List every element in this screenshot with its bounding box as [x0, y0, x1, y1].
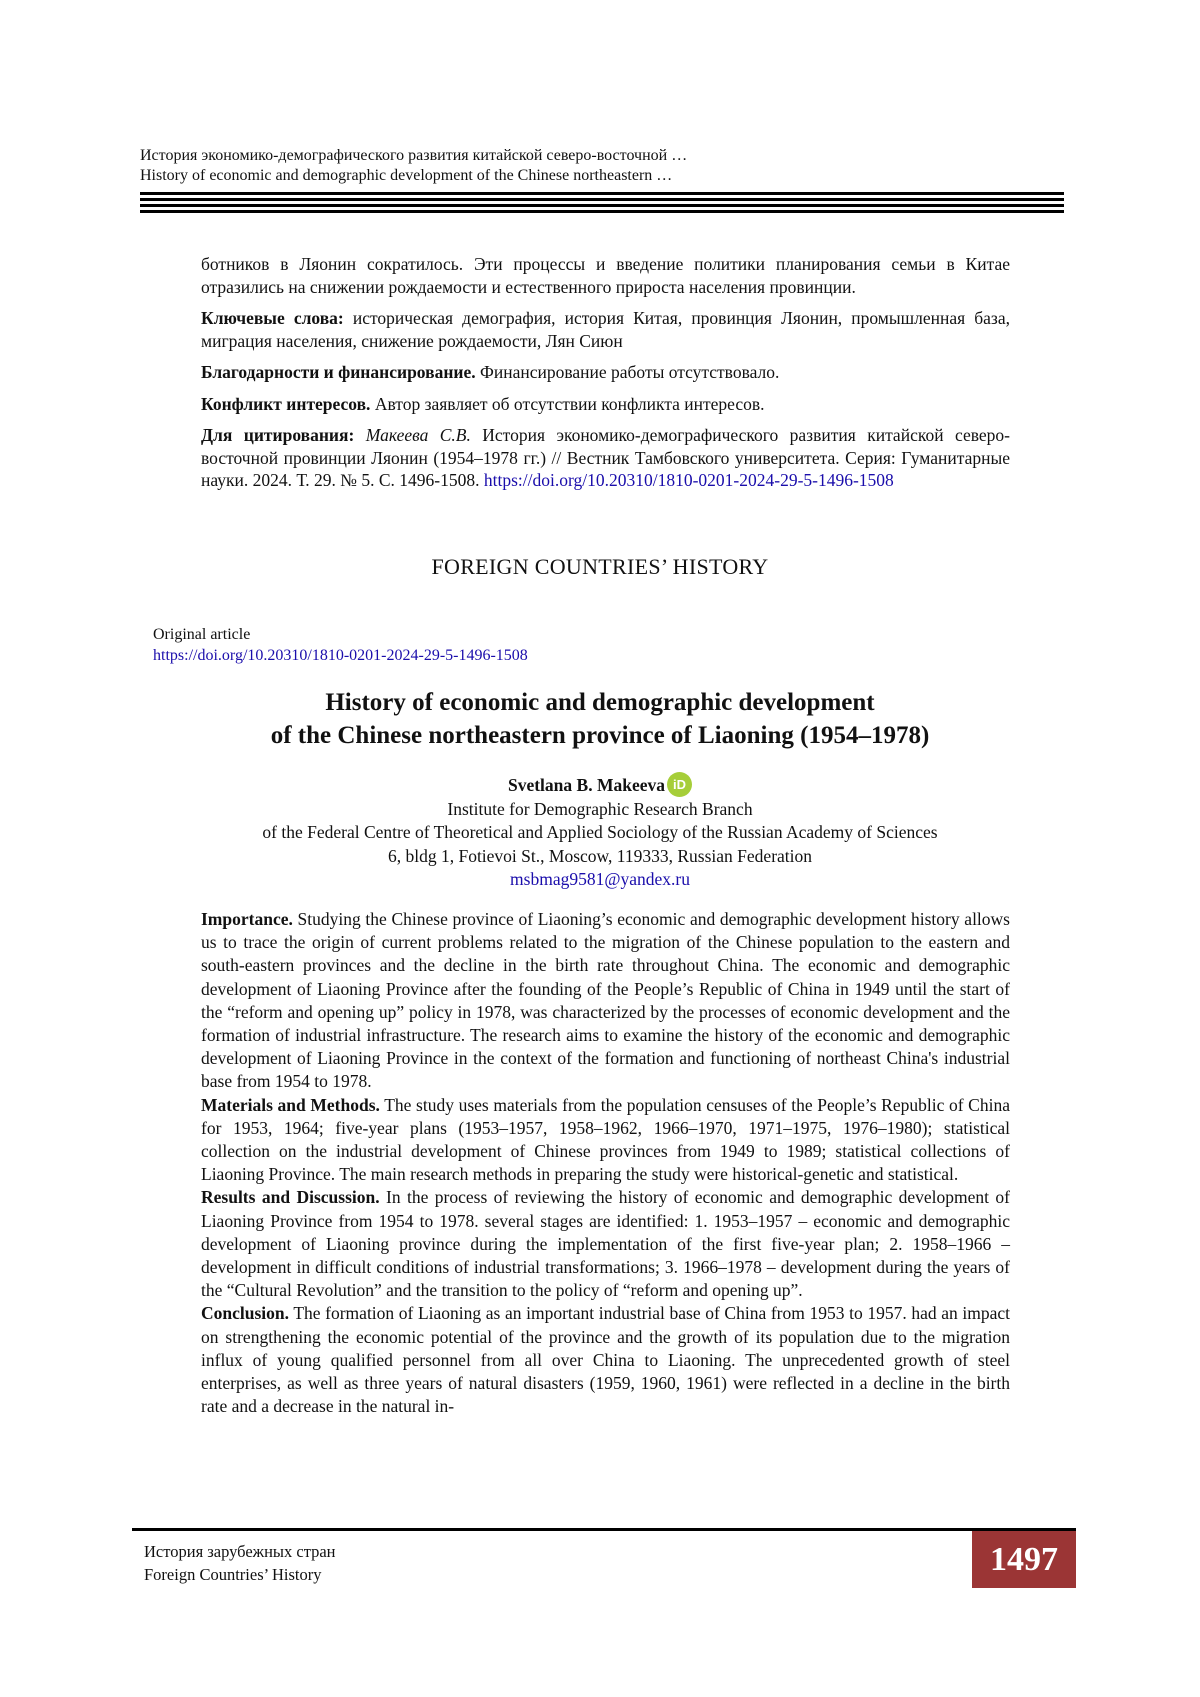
affiliation-line-2: of the Federal Centre of Theoretical and Applied Sociology of the Russian Academy of Sciences	[262, 822, 938, 842]
results-paragraph	[201, 1186, 1010, 1302]
conflict-label: Конфликт интересов.	[201, 393, 371, 414]
footer-en: Foreign Countries’ History	[144, 1565, 322, 1584]
page-number: 1497	[972, 1531, 1076, 1588]
keywords-paragraph	[201, 307, 1010, 352]
header-rules	[140, 192, 1064, 214]
importance-label: Importance.	[201, 909, 293, 929]
citation-label: Для цитирования:	[201, 425, 355, 445]
conclusion-label: Conclusion.	[201, 1303, 290, 1324]
english-abstract	[201, 908, 1010, 1418]
author-address: 6, bldg 1, Fotievoi St., Moscow, 119333, Russian Federation	[387, 845, 813, 866]
keywords-label: Ключевые слова:	[201, 308, 344, 328]
footer-section-name	[144, 1540, 336, 1586]
running-header-en: History of economic and demographic development of the Chinese northeastern …	[140, 167, 673, 184]
methods-label: Materials and Methods.	[201, 1094, 380, 1115]
conclusion-text: The formation of Liaoning as an important industrial base of China from 1953 to 1957. had an impact on strengthening the economic potential of the province and the growth of its population due to the migration influx of young qualified personnel from all over China to Liaoning. The unprecedented growth of steel enterprises, as well as three years of natural disasters (1959, 1960, 1961) were reflected in a decline in the birth rate and a decrease in the natural in-	[201, 1303, 1010, 1417]
citation-doi-link[interactable]: https://doi.org/10.20310/1810-0201-2024-29-5-1496-1508	[483, 470, 894, 490]
keywords-text: историческая демография, история Китая, провинция Ляонин, промышленная база, миграция населения, снижение рождаемости, Лян Сиюн	[201, 308, 1010, 351]
citation-author: Макеева С.В.	[365, 425, 471, 445]
author-email-link[interactable]: msbmag9581@yandex.ru	[510, 869, 690, 889]
funding-label: Благодарности и финансирование.	[201, 362, 476, 382]
funding-paragraph	[201, 361, 1010, 384]
footer-ru: История зарубежных стран	[144, 1542, 336, 1561]
article-meta	[153, 624, 853, 666]
author-block	[0, 772, 1200, 892]
running-header-ru: История экономико-демографического развития китайской северо-восточной …	[140, 147, 688, 164]
article-title-line-1: History of economic and demographic development	[325, 689, 875, 716]
author-line	[0, 772, 1200, 798]
article-doi-link[interactable]: https://doi.org/10.20310/1810-0201-2024-29-5-1496-1508	[153, 647, 528, 664]
results-text: In the process of reviewing the history of economic and demographic development of Liaoning Province from 1954 to 1978. several stages are identified: 1. 1953–1957 – economic and demographic development of Liaoning province during the implementation of the first five-year plan; 2. 1958–1966 – development in difficult conditions of industrial transformations; 3. 1966–1978 – development during the years of the “Cultural Revolution” and the transition to the policy of “reform and opening up”.	[201, 1187, 1010, 1301]
affiliation-line-1: Institute for Demographic Research Branch	[447, 798, 753, 819]
section-title: FOREIGN COUNTRIES’ HISTORY	[431, 554, 769, 579]
methods-paragraph	[201, 1094, 1010, 1187]
citation-paragraph	[201, 424, 1010, 492]
importance-text: Studying the Chinese province of Liaoning’s economic and demographic development history allows us to trace the origin of current problems related to the migration of the Chinese population to the eastern and south-eastern provinces and the decline in the birth rate throughout China. The economic and demographic development of Liaoning Province after the founding of the People’s Republic of China in 1949 until the start of the “reform and opening up” policy in 1978, was characterized by the processes of economic development and the formation of industrial infrastructure. The research aims to examine the history of the economic and demographic development of Liaoning Province in the context of the formation and functioning of northeast China's industrial base from 1954 to 1978.	[201, 909, 1010, 1092]
importance-paragraph	[201, 908, 1010, 1094]
article-title-line-2: of the Chinese northeastern province of Liaoning (1954–1978)	[270, 722, 930, 749]
citation-text: История экономико-демографического развития китайской северо-восточной провинции Ляонин (1954–1978 гг.) // Вестник Тамбовского университета. Серия: Гуманитарные науки. 2024. Т. 29. № 5. С. 1496-1508.	[201, 425, 1010, 490]
article-title	[0, 686, 1200, 752]
conclusion-paragraph	[201, 1302, 1010, 1418]
article-type: Original article	[153, 626, 251, 643]
russian-abstract-end: ботников в Ляонин сократилось. Эти процессы и введение политики планирования семьи в Китае отразились на снижении рождаемости и естественного прироста населения провинции.	[201, 254, 1010, 297]
funding-text: Финансирование работы отсутствовало.	[480, 362, 780, 382]
results-label: Results and Discussion.	[201, 1187, 380, 1208]
methods-text: The study uses materials from the population censuses of the People’s Republic of China for 1953, 1964; five-year plans (1953–1957, 1958–1962, 1966–1970, 1971–1975, 1976–1980); statistical collection on the industrial development of Chinese provinces from 1949 to 1989; statistical collections of Liaoning Province. The main research methods in preparing the study were historical-genetic and statistical.	[201, 1094, 1010, 1185]
running-header	[140, 146, 1060, 186]
orcid-icon[interactable]: iD	[667, 772, 692, 797]
russian-abstract-block	[201, 253, 1010, 501]
author-name: Svetlana B. Makeeva	[507, 775, 665, 795]
footer-rule	[132, 1528, 1076, 1531]
conflict-paragraph	[201, 393, 1010, 416]
conflict-text: Автор заявляет об отсутствии конфликта интересов.	[374, 393, 765, 414]
